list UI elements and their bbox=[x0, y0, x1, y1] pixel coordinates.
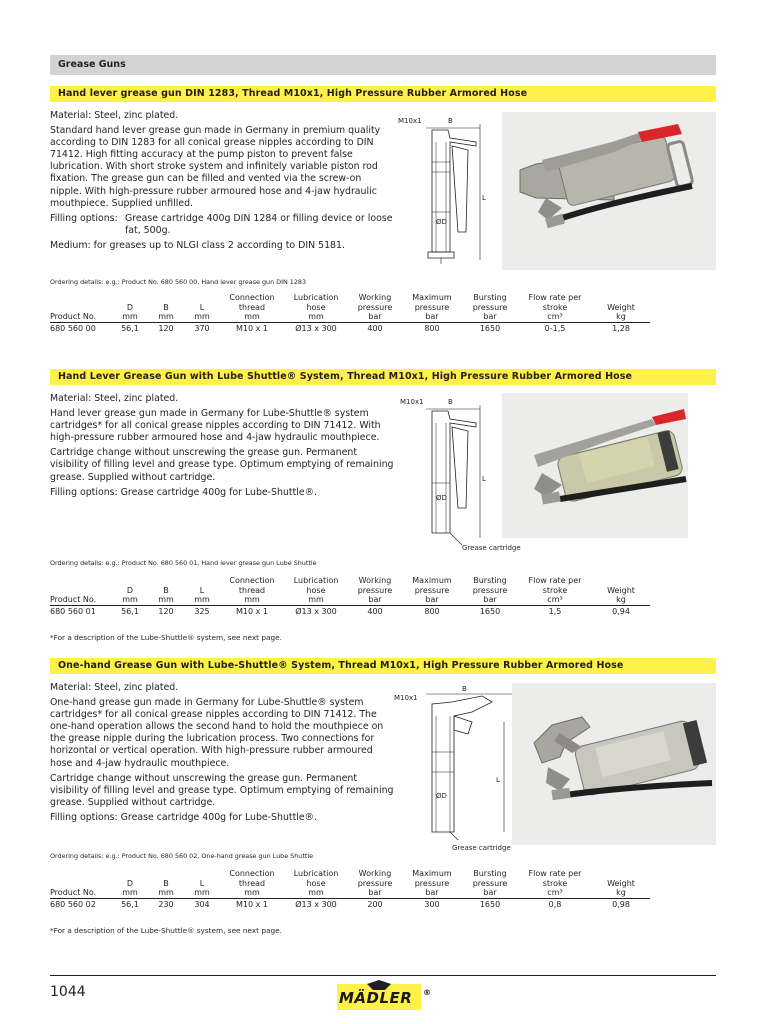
description-text: Standard hand lever grease gun made in Germany in premium quality according to DIN 1283 for all conical grease nipples according to DIN 71412. High fitting accuracy at the pump piston to prevent false lubrication. With short stroke system and infinitely variable piston rod fixation. The grease gun can be filled and vented via the screw-on nipple. With high-pressure rubber armoured hose and 4-jaw hydraulic mouthpiece. Supplied unfilled. bbox=[50, 125, 381, 209]
section-2-description bbox=[50, 393, 395, 502]
drawing-d-label: ØD bbox=[436, 218, 447, 226]
drawing-d-label: ØD bbox=[436, 494, 447, 502]
table-header-row: Product No. D mm B mm L mm Connection thread mm Lubrication hose mm Working pressure bar Maximum pressure bar Bursting pressure bar Flow rate per stroke cm³ Weight kg bbox=[50, 293, 650, 322]
material-value: : Steel, zinc plated. bbox=[88, 393, 179, 404]
spec-table-3 bbox=[50, 869, 650, 910]
brand-registered: ® bbox=[423, 988, 431, 997]
footnote-3: *For a description of the Lube-Shuttle® system, see next page. bbox=[50, 926, 282, 935]
technical-drawing-1 bbox=[392, 112, 492, 272]
table-header-row: Product No. D mm B mm L mm Connection thread mm Lubrication hose mm Working pressure bar Maximum pressure bar Bursting pressure bar Flow rate per stroke cm³ Weight kg bbox=[50, 869, 650, 898]
category-header: Grease Guns bbox=[50, 55, 716, 75]
filling-label: Filling options: bbox=[50, 212, 118, 224]
table-row: 680 560 01 56,1 120 325 M10 x 1 Ø13 x 300 400 800 1650 1,5 0,94 bbox=[50, 606, 630, 616]
drawing-l-label: L bbox=[482, 194, 486, 202]
table-header-row: Product No. D mm B mm L mm Connection thread mm Lubrication hose mm Working pressure bar Maximum pressure bar Bursting pressure bar Flow rate per stroke cm³ Weight kg bbox=[50, 576, 650, 605]
filling-value: Grease cartridge 400g DIN 1284 or filling device or loose fat, 500g. bbox=[125, 212, 393, 236]
drawing-d-label: ØD bbox=[436, 792, 447, 800]
product-photo-2 bbox=[502, 393, 688, 538]
drawing-thread-label: M10x1 bbox=[400, 398, 424, 406]
footnote-2: *For a description of the Lube-Shuttle® system, see next page. bbox=[50, 633, 282, 642]
spec-table-2 bbox=[50, 576, 650, 617]
drawing-thread-label: M10x1 bbox=[394, 694, 418, 702]
page-number: 1044 bbox=[50, 984, 86, 1000]
drawing-l-label: L bbox=[482, 475, 486, 483]
medium-value: : for greases up to NLGI class 2 according to DIN 5181. bbox=[87, 239, 345, 251]
brand-name: MÄDLER bbox=[339, 989, 413, 1007]
drawing-b-label: B bbox=[448, 117, 453, 125]
description-text: One-hand grease gun made in Germany for Lube-Shuttle® system cartridges* for all conical grease nipples according to DIN 71412. The one-hand operation allows the second hand to hold the mouthpiece on the grease nipple during the lubrication process. Two connections for horizontal or vertical operation. With high-pressure rubber armoured hose and 4-jaw hydraulic mouthpiece. bbox=[50, 697, 384, 769]
section-1-description bbox=[50, 110, 395, 255]
spec-table-1 bbox=[50, 293, 650, 334]
filling-options: Filling options: Grease cartridge 400g for Lube-Shuttle®. bbox=[50, 486, 317, 498]
extra-text: Cartridge change without unscrewing the grease gun. Permanent visibility of filling level and grease type. Optimum emptying of remaining grease. Supplied without cartridge. bbox=[50, 772, 394, 808]
section-2-title: Hand Lever Grease Gun with Lube Shuttle® System, Thread M10x1, High Pressure Rubber Armored Hose bbox=[50, 369, 716, 385]
filling-options: Filling options: Grease cartridge 400g for Lube-Shuttle®. bbox=[50, 811, 317, 823]
drawing-thread-label: M10x1 bbox=[398, 117, 422, 125]
drawing-cartridge-label: Grease cartridge bbox=[462, 544, 521, 552]
product-photo-3 bbox=[512, 683, 716, 845]
drawing-cartridge-label: Grease cartridge bbox=[452, 844, 511, 852]
table-row: 680 560 00 56,1 120 370 M10 x 1 Ø13 x 300 400 800 1650 0-1,5 1,28 bbox=[50, 323, 630, 333]
section-3-title: One-hand Grease Gun with Lube-Shuttle® System, Thread M10x1, High Pressure Rubber Armored Hose bbox=[50, 658, 716, 674]
ordering-details-2: Ordering details: e.g.: Product No. 680 560 01, Hand lever grease gun Lube Shuttle bbox=[50, 559, 317, 567]
product-photo-1 bbox=[502, 112, 716, 270]
material-label: Material bbox=[50, 682, 89, 693]
drawing-l-label: L bbox=[496, 776, 500, 784]
drawing-b-label: B bbox=[462, 685, 467, 693]
medium-label: Medium bbox=[50, 239, 88, 251]
material-label: Material bbox=[50, 393, 89, 404]
description-text: Hand lever grease gun made in Germany for Lube-Shuttle® system cartridges* for all conical grease nipples according to DIN 71412. With high-pressure rubber armoured hose and 4-jaw hydraulic mouthpiece. bbox=[50, 408, 381, 444]
section-3-description bbox=[50, 682, 395, 827]
filling-options bbox=[50, 213, 395, 237]
drawing-b-label: B bbox=[448, 398, 453, 406]
extra-text: Cartridge change without unscrewing the grease gun. Permanent visibility of filling level and grease type. Optimum emptying of remaining grease. Supplied without cartridge. bbox=[50, 447, 394, 483]
material-value: : Steel, zinc plated. bbox=[88, 110, 179, 121]
material-label: Material bbox=[50, 110, 89, 121]
ordering-details-1: Ordering details: e.g.: Product No. 680 560 00, Hand lever grease gun DIN 1283 bbox=[50, 278, 307, 286]
footer-rule bbox=[50, 975, 716, 976]
table-row: 680 560 02 56,1 230 304 M10 x 1 Ø13 x 300 200 300 1650 0,8 0,98 bbox=[50, 899, 630, 909]
section-1-title: Hand lever grease gun DIN 1283, Thread M10x1, High Pressure Rubber Armored Hose bbox=[50, 86, 716, 102]
material-value: : Steel, zinc plated. bbox=[88, 682, 179, 693]
ordering-details-3: Ordering details: e.g.: Product No. 680 560 02, One-hand grease gun Lube Shuttle bbox=[50, 852, 314, 860]
